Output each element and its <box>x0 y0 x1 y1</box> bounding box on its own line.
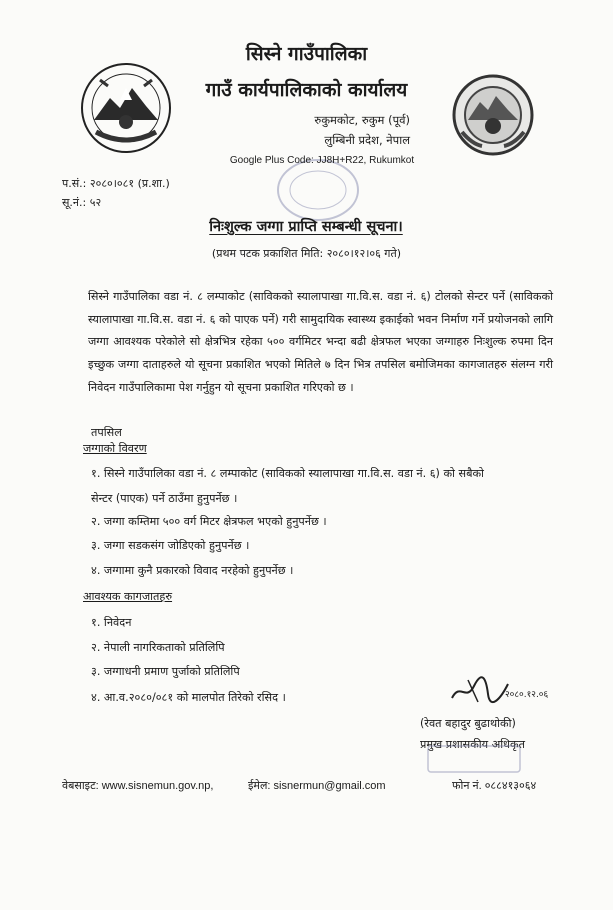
notice-subject: निःशुल्क जग्गा प्राप्ति सम्बन्धी सूचना। <box>209 219 403 235</box>
publication-date: (प्रथम पटक प्रकाशित मिति: २०८०।१२।०६ गते) <box>211 247 402 260</box>
land-details-heading: जग्गाको विवरण <box>83 442 147 455</box>
notice-body: सिस्ने गाउँपालिका वडा नं. ८ लम्पाकोट (साविकको स्यालापाखा गा.वि.स. वडा नं. ६) टोलको सेन्टर पर्ने (साविकको स्यालापाखा गा.वि.स. वडा नं. ६ को पाएक पर्ने) गरी सामुदायिक स्वास्थ्य इकाईको भवन निर्माण गर्ने प्रयोजनको लागि जग्गा आवश्यक परेकोले सो क्षेत्रभित्र रहेका ५०० वर्गमिटर भन्दा बढी क्षेत्रफल भएका जग्गाहरु निःशुल्क रुपमा दिन इच्छुक जग्गा दाताहरुले यो सूचना प्रकाशित भएको मितिले ७ दिन भित्र तपसिल बमोजिमका कागजातहरु संलग्न गरी निवेदन गाउँपालिकामा पेश गर्नुहुन यो सूचना प्रकाशित गरिएको छ । <box>88 290 553 394</box>
google-plus-code: Google Plus Code: JJ8H+R22, Rukumkot <box>229 155 415 166</box>
footer-website: वेबसाइट: www.sisnemun.gov.np, <box>62 780 214 792</box>
address-line-1: रुकुमकोट, रुकुम (पूर्व) <box>314 113 410 127</box>
notice-number: सू.नं.: ५२ <box>62 196 102 209</box>
municipality-name: सिस्ने गाउँपालिका <box>245 43 368 65</box>
land-detail-item: ३. जग्गा सडकसंग जोडिएको हुनुपर्नेछ । <box>91 539 250 552</box>
documents-heading: आवश्यक कागजातहरु <box>83 590 173 603</box>
letter-reference-number: प.सं.: २०८०।०८१ (प्र.शा.) <box>62 177 170 190</box>
document-item: ३. जग्गाधनी प्रमाण पुर्जाको प्रतिलिपि <box>91 665 240 678</box>
footer-email: ईमेल: sisnermun@gmail.com <box>248 780 386 792</box>
land-detail-item: ४. जग्गामा कुनै प्रकारको विवाद नरहेको हुनुपर्नेछ । <box>91 564 294 577</box>
document-item: १. निवेदन <box>91 616 132 629</box>
land-detail-item: १. सिस्ने गाउँपालिका वडा नं. ८ लम्पाकोट (साविकको स्यालापाखा गा.वि.स. वडा नं. ६) को सबैको <box>91 467 484 480</box>
document-item: २. नेपाली नागरिकताको प्रतिलिपि <box>91 641 225 654</box>
signatory-designation: प्रमुख प्रशासकीय अधिकृत <box>420 738 526 751</box>
land-detail-item: २. जग्गा कम्तिमा ५०० वर्ग मिटर क्षेत्रफल भएको हुनुपर्नेछ । <box>91 515 327 528</box>
office-name: गाउँ कार्यपालिकाको कार्यालय <box>205 79 408 101</box>
signatory-name: (रेवत बहादुर बुढाथोकी) <box>420 717 516 730</box>
address-line-2: लुम्बिनी प्रदेश, नेपाल <box>324 133 410 147</box>
tapasil-label: तपसिल <box>91 426 122 439</box>
signatory-stamp-icon <box>424 742 524 776</box>
document-item: ४. आ.व.२०८०/०८१ को मालपोत तिरेको रसिद । <box>91 691 286 704</box>
land-detail-item: सेन्टर (पाएक) पर्ने ठाउँमा हुनुपर्नेछ । <box>91 492 238 505</box>
footer-phone: फोन नं. ०८८४१३०६४ <box>452 780 537 792</box>
signature-date: २०८०.१२.०६ <box>505 690 549 700</box>
